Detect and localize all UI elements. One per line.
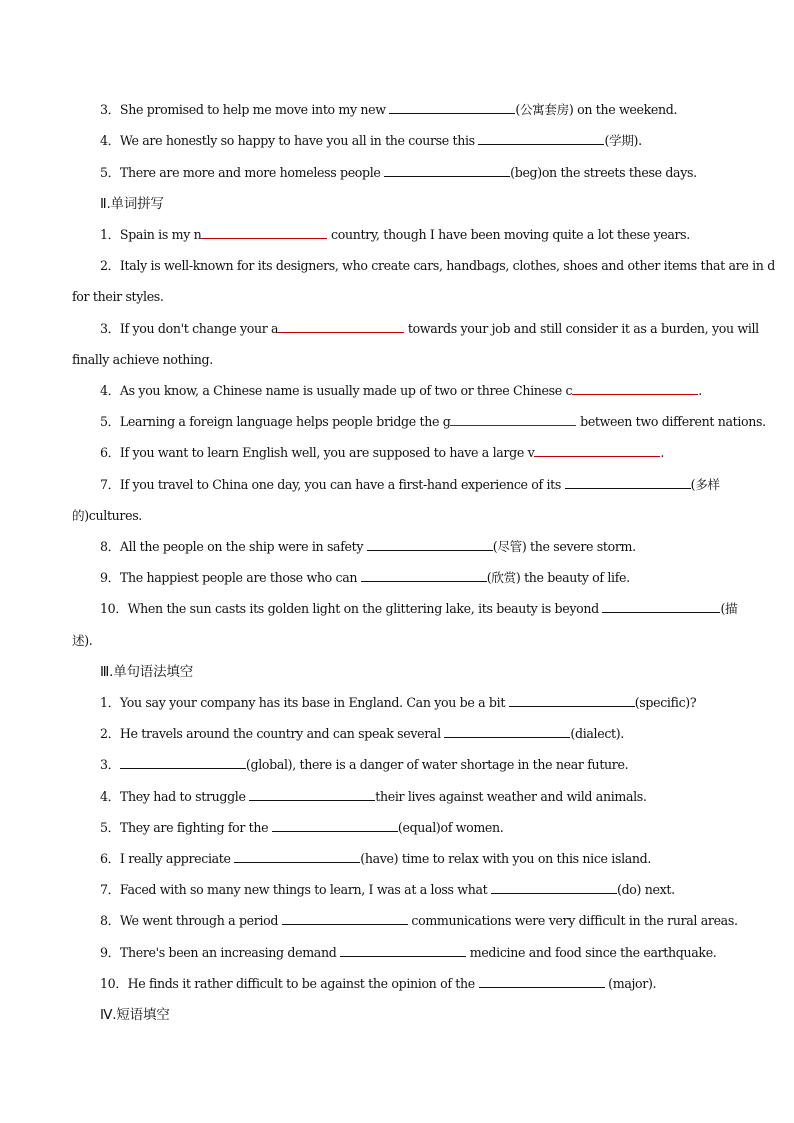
question-ii-2-continued: for their styles. xyxy=(72,289,164,304)
answer-blank[interactable] xyxy=(340,944,466,957)
question-ii-7-continued: 的)cultures. xyxy=(72,508,142,523)
answer-blank[interactable] xyxy=(534,444,660,457)
section-title-grammar: Ⅲ.单句语法填空 xyxy=(100,664,193,680)
answer-blank[interactable] xyxy=(120,756,246,769)
answer-blank[interactable] xyxy=(602,600,720,613)
question-ii-5: 5．Learning a foreign language helps people bridge the g between two different nations. xyxy=(100,414,766,429)
section-title-phrases: Ⅳ.短语填空 xyxy=(100,1007,170,1023)
answer-blank[interactable] xyxy=(361,569,487,582)
question-iii-6: 6．I really appreciate (have) time to relax with you on this nice island. xyxy=(100,851,652,866)
answer-blank[interactable] xyxy=(444,725,570,738)
answer-blank[interactable] xyxy=(509,694,635,707)
answer-blank[interactable] xyxy=(565,476,691,489)
question-iii-10: 10．He finds it rather difficult to be against the opinion of the (major). xyxy=(100,976,657,991)
section-title-spelling: Ⅱ.单词拼写 xyxy=(100,196,164,212)
answer-blank[interactable] xyxy=(249,788,375,801)
question-ii-10: 10．When the sun casts its golden light on the glittering lake, its beauty is beyond (描 xyxy=(100,601,738,616)
question-ii-10-continued: 述). xyxy=(72,633,93,648)
question-ii-1: 1．Spain is my n country, though I have been moving quite a lot these years. xyxy=(100,227,690,242)
answer-blank[interactable] xyxy=(479,975,605,988)
answer-blank[interactable] xyxy=(201,226,327,239)
answer-blank[interactable] xyxy=(234,850,360,863)
question-ii-3-continued: finally achieve nothing. xyxy=(72,352,213,367)
answer-blank[interactable] xyxy=(491,881,617,894)
answer-blank[interactable] xyxy=(572,382,698,395)
question-ii-2: 2．Italy is well-known for its designers, who create cars, handbags, clothes, shoes and other items that are in d xyxy=(100,258,775,273)
answer-blank[interactable] xyxy=(478,132,604,145)
answer-blank[interactable] xyxy=(450,413,576,426)
question-i-4: 4．We are honestly so happy to have you all in the course this (学期). xyxy=(100,133,642,148)
answer-blank[interactable] xyxy=(389,101,515,114)
question-i-3: 3．She promised to help me move into my new (公寓套房) on the weekend. xyxy=(100,102,678,117)
question-ii-8: 8．All the people on the ship were in safety (尽管) the severe storm. xyxy=(100,539,636,554)
question-iii-7: 7．Faced with so many new things to learn, I was at a loss what (do) next. xyxy=(100,882,675,897)
question-iii-1: 1．You say your company has its base in England. Can you be a bit (specific)? xyxy=(100,695,697,710)
answer-blank[interactable] xyxy=(367,538,493,551)
question-ii-9: 9．The happiest people are those who can (欣赏) the beauty of life. xyxy=(100,570,630,585)
question-ii-3: 3．If you don't change your a towards your job and still consider it as a burden, you will xyxy=(100,321,759,336)
question-iii-3: 3． (global), there is a danger of water shortage in the near future. xyxy=(100,757,629,772)
answer-blank[interactable] xyxy=(272,819,398,832)
question-i-5: 5．There are more and more homeless people (beg)on the streets these days. xyxy=(100,165,697,180)
question-ii-6: 6．If you want to learn English well, you are supposed to have a large v . xyxy=(100,445,664,460)
question-ii-4: 4．As you know, a Chinese name is usually made up of two or three Chinese c . xyxy=(100,383,702,398)
answer-blank[interactable] xyxy=(384,164,510,177)
question-iii-8: 8．We went through a period communications were very difficult in the rural areas. xyxy=(100,913,738,928)
question-iii-9: 9．There's been an increasing demand medicine and food since the earthquake. xyxy=(100,945,717,960)
answer-blank[interactable] xyxy=(282,912,408,925)
question-iii-4: 4．They had to struggle their lives against weather and wild animals. xyxy=(100,789,647,804)
question-iii-5: 5．They are fighting for the (equal)of women. xyxy=(100,820,504,835)
answer-blank[interactable] xyxy=(278,320,404,333)
question-ii-7: 7．If you travel to China one day, you can have a first-hand experience of its (多样 xyxy=(100,477,720,492)
question-iii-2: 2．He travels around the country and can speak several (dialect). xyxy=(100,726,624,741)
